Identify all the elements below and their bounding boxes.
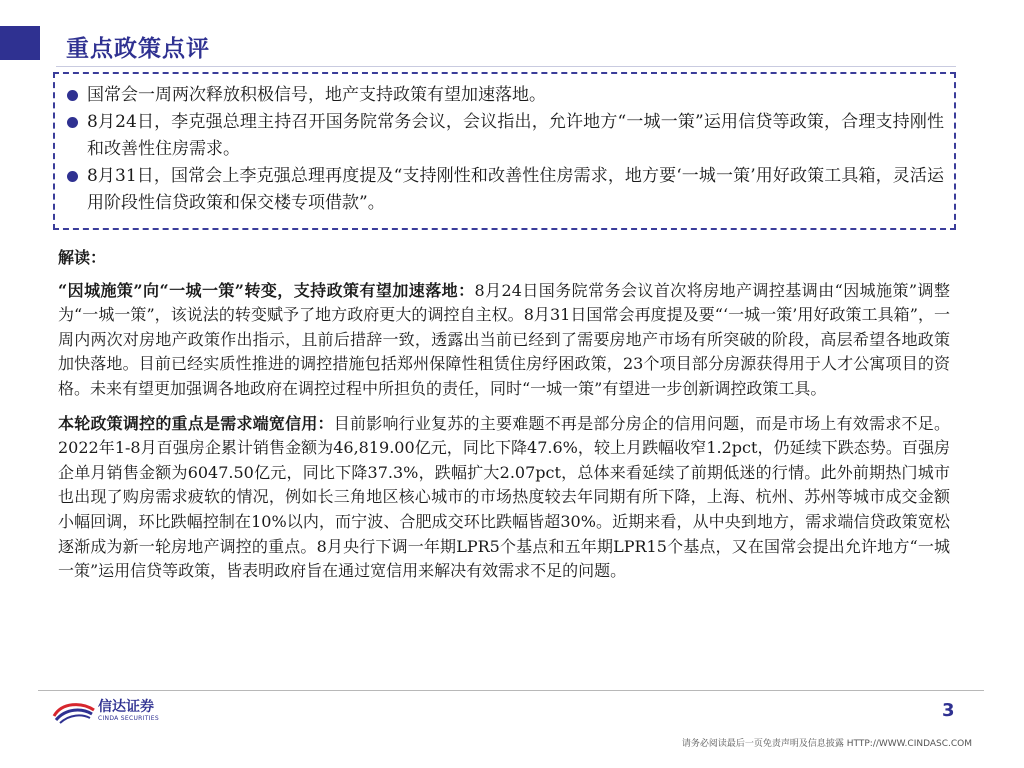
section-heading: 解读：: [58, 248, 107, 267]
summary-item-text: 国常会一周两次释放积极信号，地产支持政策有望加速落地。: [87, 85, 546, 105]
paragraph-text: 目前影响行业复苏的主要难题不再是部分房企的信用问题，而是市场上有效需求不足。2022年1-8月百强房企累计销售金额为46,819.00亿元，同比下降47.6%，较上月跌幅收窄1.2pct，仍延续下跌态势。百强房企单月销售金额为6047.50亿元，同比下降37.3%，跌幅扩大2.07pct，总体来看延续了前期低迷的行情。此外前期热门城市也出现了购房需求疲软的情况，例如长三角地区核心城市的市场热度较去年同期有所下降，上海、杭州、苏州等城市成交金额小幅回调，环比跌幅控制在10%以内，而宁波、合肥成交环比跌幅皆超30%。近期来看，从中央到地方，需求端信贷政策宽松逐渐成为新一轮房地产调控的重点。8月央行下调一年期LPR5个基点和五年期LPR15个基点，又在国常会提出允许地方“一城一策”运用信贷等政策，皆表明政府旨在通过宽信用来解决有效需求不足的问题。: [58, 413, 950, 581]
analysis-section: [58, 246, 950, 594]
logo-subtitle: CINDA SECURITIES: [98, 715, 159, 722]
summary-item-text: 8月24日，李克强总理主持召开国务院常务会议，会议指出，允许地方“一城一策”运用信贷等政策，合理支持刚性和改善性住房需求。: [87, 112, 944, 159]
header-corner-block: [0, 26, 40, 60]
analysis-paragraph: [58, 279, 950, 402]
summary-item: [67, 163, 944, 217]
bullet-icon: [67, 171, 78, 182]
title-divider: [56, 66, 956, 67]
paragraph-lead: “因城施策”向“一城一策”转变，支持政策有望加速落地：: [58, 280, 475, 300]
footer-disclaimer: 请务必阅读最后一页免责声明及信息披露 HTTP://WWW.CINDASC.COM: [681, 739, 972, 749]
summary-item: [67, 109, 944, 163]
page-number: 3: [942, 700, 955, 721]
summary-item: [67, 82, 944, 109]
summary-box: [53, 72, 956, 230]
footer-divider: [38, 690, 984, 691]
paragraph-lead: 本轮政策调控的重点是需求端宽信用：: [58, 413, 334, 433]
paragraph-text: 8月24日国务院常务会议首次将房地产调控基调由“因城施策”调整为“一城一策”，该说法的转变赋予了地方政府更大的调控自主权。8月31日国常会再度提及要“‘一城一策’用好政策工具箱”，一周内两次对房地产政策作出指示，且前后措辞一致，透露出当前已经到了需要房地产市场有所突破的阶段，高层希望各地政策加快落地。目前已经实质性推进的调控措施包括郑州保障性租赁住房纾困政策，23个项目部分房源获得用于人才公寓项目的资格。未来有望更加强调各地政府在调控过程中所担负的责任，同时“一城一策”有望进一步创新调控政策工具。: [58, 280, 950, 398]
logo-text: 信达证券: [98, 699, 154, 715]
cinda-logo-icon: [52, 700, 96, 724]
analysis-paragraph: [58, 412, 950, 584]
bullet-icon: [67, 117, 78, 128]
page-title: 重点政策点评: [66, 36, 210, 62]
bullet-icon: [67, 90, 78, 101]
summary-item-text: 8月31日，国常会上李克强总理再度提及“支持刚性和改善性住房需求，地方要‘一城一策’用好政策工具箱，灵活运用阶段性信贷政策和保交楼专项借款”。: [87, 166, 944, 213]
